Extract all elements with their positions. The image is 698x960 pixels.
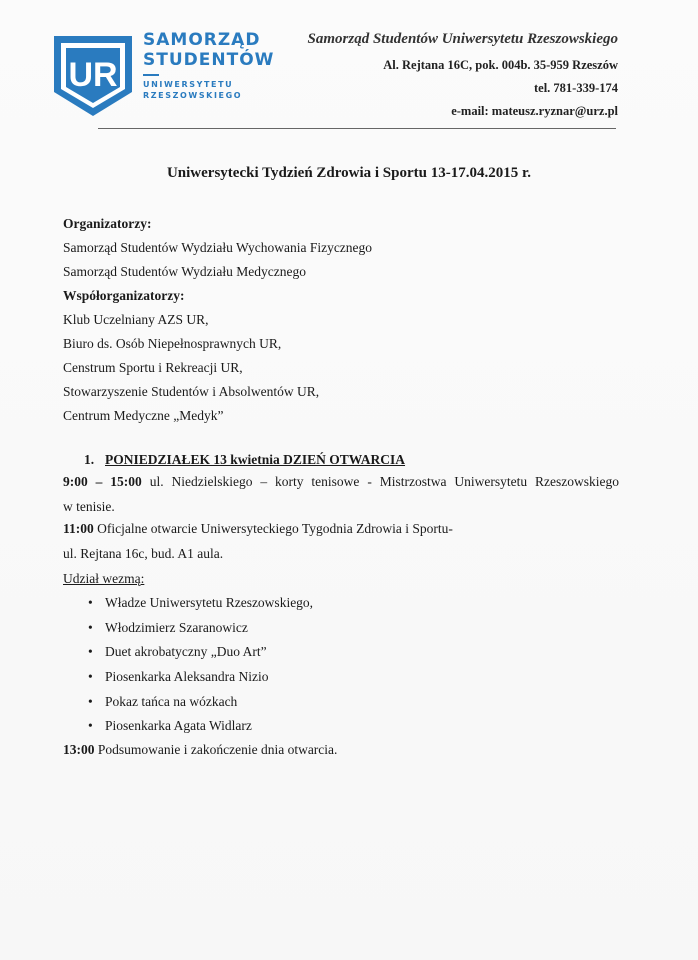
brand-divider [143,74,159,76]
day1-number: 1. [84,452,95,467]
event-description-cont: w tenisie. [63,499,115,514]
bullet-icon: • [88,620,93,635]
participant-text: Władze Uniwersytetu Rzeszowskiego, [105,595,314,610]
coorganizers-heading: Współorganizatorzy: [63,288,185,303]
event-description: Podsumowanie i zakończenie dnia otwarcia. [97,742,338,757]
phone: tel. 781-339-174 [533,81,618,95]
participant-item [88,694,237,710]
coorganizer-item: Biuro ds. Osób Niepełnosprawnych UR, [63,336,282,351]
participant-item [88,644,267,660]
ur-shield-logo [52,34,134,118]
organizer-item: Samorząd Studentów Wydziału Medycznego [63,264,306,279]
day1-title: PONIEDZIAŁEK 13 kwietnia DZIEŃ OTWARCIA [105,452,406,467]
coorganizer-item: Klub Uczelniany AZS UR, [63,312,209,327]
event-time: 9:00 – 15:00 [63,474,142,489]
coorganizer-item: Censtrum Sportu i Rekreacji UR, [63,360,243,375]
address: Al. Rejtana 16C, pok. 004b. 35-959 Rzeszów [383,58,618,72]
participant-text: Pokaz tańca na wózkach [105,694,238,709]
event-closing [63,742,337,758]
brand-name-line2: STUDENTÓW [143,50,275,70]
brand-name-line1: SAMORZĄD [143,30,261,50]
event-time: 13:00 [63,742,95,757]
logo-lettering: UR [68,56,118,94]
brand-subtitle-line2: RZESZOWSKIEGO [143,91,243,100]
event-opening [63,521,453,537]
event-tennis [63,474,619,490]
organizer-item: Samorząd Studentów Wydziału Wychowania Fizycznego [63,240,373,255]
bullet-icon: • [88,669,93,684]
header-divider [98,128,616,129]
participants-heading: Udział wezmą: [63,571,145,586]
day1-heading [84,452,405,468]
event-time: 11:00 [63,521,94,536]
email: e-mail: mateusz.ryznar@urz.pl [451,104,618,118]
bullet-icon: • [88,644,93,659]
event-location: ul. Rejtana 16c, bud. A1 aula. [63,546,224,561]
brand-subtitle-line1: UNIWERSYTETU [143,80,234,89]
coorganizer-item: Centrum Medyczne „Medyk” [63,408,224,423]
coorganizer-item: Stowarzyszenie Studentów i Absolwentów UR, [63,384,320,399]
bullet-icon: • [88,694,93,709]
organizers-heading: Organizatorzy: [63,216,152,231]
participant-text: Duet akrobatyczny „Duo Art” [105,644,267,659]
participant-item [88,718,252,734]
participant-item [88,669,268,685]
bullet-icon: • [88,595,93,610]
event-description: ul. Niedzielskiego – korty tenisowe - Mistrzostwa Uniwersytetu Rzeszowskiego [149,474,619,489]
event-description: Oficjalne otwarcie Uniwersyteckiego Tygodnia Zdrowia i Sportu- [97,521,453,536]
participant-text: Piosenkarka Agata Widlarz [105,718,252,733]
participant-item [88,620,248,636]
document-title: Uniwersytecki Tydzień Zdrowia i Sportu 13-17.04.2015 r. [166,165,532,181]
participant-text: Piosenkarka Aleksandra Nizio [105,669,269,684]
participant-item [88,595,313,611]
organization-name: Samorząd Studentów Uniwersytetu Rzeszowskiego [307,31,618,47]
participant-text: Włodzimierz Szaranowicz [105,620,248,635]
bullet-icon: • [88,718,93,733]
